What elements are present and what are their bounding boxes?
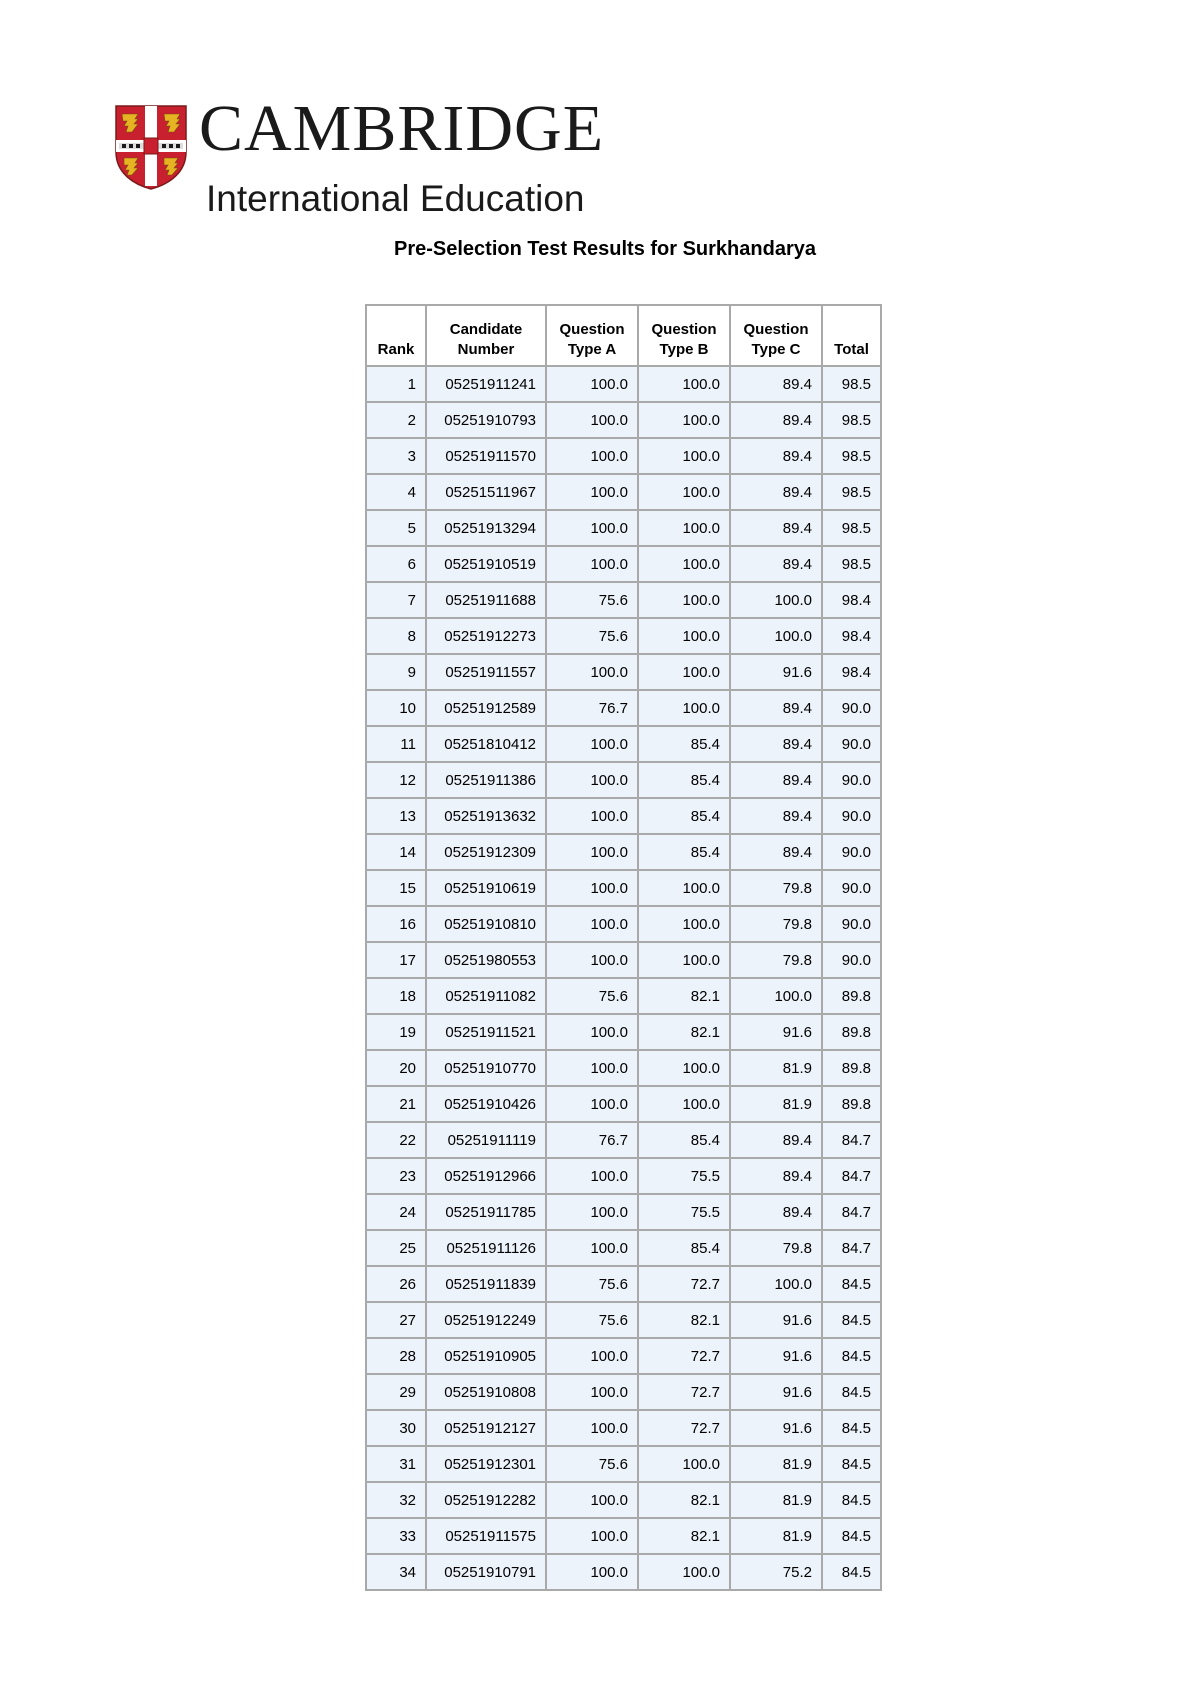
cell-rank: 1 <box>366 366 426 402</box>
cell-question-type-a: 75.6 <box>546 1446 638 1482</box>
cambridge-logo <box>114 92 614 222</box>
cell-candidate-number: 05251911119 <box>426 1122 546 1158</box>
cell-candidate-number: 05251911521 <box>426 1014 546 1050</box>
cell-question-type-c: 89.4 <box>730 474 822 510</box>
cell-candidate-number: 05251912127 <box>426 1410 546 1446</box>
cell-question-type-b: 85.4 <box>638 798 730 834</box>
cell-total: 84.5 <box>822 1266 881 1302</box>
table-row <box>366 654 881 690</box>
cell-question-type-b: 100.0 <box>638 870 730 906</box>
cell-question-type-b: 85.4 <box>638 726 730 762</box>
cell-candidate-number: 05251910770 <box>426 1050 546 1086</box>
cell-rank: 10 <box>366 690 426 726</box>
header-candidate-number: Candidate Number <box>426 305 546 366</box>
cell-total: 98.5 <box>822 546 881 582</box>
cell-question-type-b: 72.7 <box>638 1374 730 1410</box>
cell-candidate-number: 05251913632 <box>426 798 546 834</box>
cell-question-type-a: 100.0 <box>546 1230 638 1266</box>
cell-rank: 29 <box>366 1374 426 1410</box>
cell-question-type-b: 100.0 <box>638 906 730 942</box>
table-row <box>366 1410 881 1446</box>
cell-question-type-a: 76.7 <box>546 690 638 726</box>
cell-total: 98.4 <box>822 618 881 654</box>
cell-question-type-c: 89.4 <box>730 1158 822 1194</box>
table-row <box>366 978 881 1014</box>
cell-question-type-c: 91.6 <box>730 1014 822 1050</box>
cell-question-type-c: 89.4 <box>730 1122 822 1158</box>
cell-question-type-a: 100.0 <box>546 798 638 834</box>
cell-question-type-a: 100.0 <box>546 510 638 546</box>
cell-question-type-a: 75.6 <box>546 582 638 618</box>
cell-question-type-b: 100.0 <box>638 1446 730 1482</box>
cell-question-type-b: 100.0 <box>638 1086 730 1122</box>
cell-question-type-a: 75.6 <box>546 1302 638 1338</box>
cell-question-type-a: 100.0 <box>546 870 638 906</box>
cell-total: 98.5 <box>822 402 881 438</box>
cell-candidate-number: 05251911570 <box>426 438 546 474</box>
cell-question-type-b: 100.0 <box>638 654 730 690</box>
cell-candidate-number: 05251910808 <box>426 1374 546 1410</box>
cell-total: 84.5 <box>822 1302 881 1338</box>
cell-question-type-a: 100.0 <box>546 906 638 942</box>
cell-candidate-number: 05251511967 <box>426 474 546 510</box>
cell-rank: 13 <box>366 798 426 834</box>
cell-rank: 28 <box>366 1338 426 1374</box>
cell-candidate-number: 05251911575 <box>426 1518 546 1554</box>
cell-total: 90.0 <box>822 726 881 762</box>
cell-question-type-c: 81.9 <box>730 1446 822 1482</box>
cell-question-type-a: 100.0 <box>546 1410 638 1446</box>
table-row <box>366 1050 881 1086</box>
cell-total: 84.5 <box>822 1446 881 1482</box>
cell-question-type-c: 89.4 <box>730 834 822 870</box>
cell-question-type-c: 79.8 <box>730 870 822 906</box>
cell-question-type-a: 100.0 <box>546 1014 638 1050</box>
cell-rank: 21 <box>366 1086 426 1122</box>
table-row <box>366 366 881 402</box>
cell-total: 98.4 <box>822 582 881 618</box>
cell-candidate-number: 05251910905 <box>426 1338 546 1374</box>
cell-candidate-number: 05251912966 <box>426 1158 546 1194</box>
cell-candidate-number: 05251912589 <box>426 690 546 726</box>
cell-candidate-number: 05251910810 <box>426 906 546 942</box>
cell-rank: 11 <box>366 726 426 762</box>
table-row <box>366 1446 881 1482</box>
cell-candidate-number: 05251810412 <box>426 726 546 762</box>
cell-candidate-number: 05251910793 <box>426 402 546 438</box>
cell-total: 84.5 <box>822 1554 881 1590</box>
cell-candidate-number: 05251912273 <box>426 618 546 654</box>
cell-candidate-number: 05251911241 <box>426 366 546 402</box>
cell-question-type-c: 100.0 <box>730 978 822 1014</box>
table-row <box>366 474 881 510</box>
cell-question-type-a: 75.6 <box>546 978 638 1014</box>
cell-total: 98.5 <box>822 474 881 510</box>
table-row <box>366 1374 881 1410</box>
cell-question-type-a: 100.0 <box>546 1374 638 1410</box>
cell-candidate-number: 05251913294 <box>426 510 546 546</box>
cell-question-type-a: 75.6 <box>546 618 638 654</box>
table-row <box>366 1122 881 1158</box>
cell-question-type-b: 75.5 <box>638 1158 730 1194</box>
cell-total: 90.0 <box>822 798 881 834</box>
cell-total: 98.4 <box>822 654 881 690</box>
cell-candidate-number: 05251912282 <box>426 1482 546 1518</box>
table-row <box>366 798 881 834</box>
cell-rank: 25 <box>366 1230 426 1266</box>
cell-total: 84.5 <box>822 1338 881 1374</box>
cell-rank: 23 <box>366 1158 426 1194</box>
table-header-row <box>366 305 881 366</box>
cell-question-type-c: 79.8 <box>730 906 822 942</box>
results-table-body <box>366 366 881 1590</box>
cell-candidate-number: 05251911785 <box>426 1194 546 1230</box>
cell-rank: 6 <box>366 546 426 582</box>
cell-total: 98.5 <box>822 438 881 474</box>
cell-rank: 4 <box>366 474 426 510</box>
cell-question-type-b: 82.1 <box>638 978 730 1014</box>
cell-rank: 15 <box>366 870 426 906</box>
cell-question-type-c: 81.9 <box>730 1482 822 1518</box>
table-row <box>366 762 881 798</box>
table-row <box>366 402 881 438</box>
table-row <box>366 1302 881 1338</box>
cell-total: 90.0 <box>822 906 881 942</box>
cell-question-type-c: 89.4 <box>730 1194 822 1230</box>
cell-question-type-b: 72.7 <box>638 1410 730 1446</box>
cell-candidate-number: 05251910519 <box>426 546 546 582</box>
cell-rank: 19 <box>366 1014 426 1050</box>
cell-candidate-number: 05251910619 <box>426 870 546 906</box>
cell-question-type-c: 81.9 <box>730 1050 822 1086</box>
table-row <box>366 546 881 582</box>
table-row <box>366 690 881 726</box>
cell-question-type-c: 91.6 <box>730 1410 822 1446</box>
cell-question-type-b: 85.4 <box>638 834 730 870</box>
cell-question-type-b: 72.7 <box>638 1266 730 1302</box>
table-row <box>366 1086 881 1122</box>
cell-rank: 32 <box>366 1482 426 1518</box>
cell-question-type-a: 100.0 <box>546 1482 638 1518</box>
table-row <box>366 582 881 618</box>
cell-rank: 22 <box>366 1122 426 1158</box>
cell-question-type-b: 100.0 <box>638 1050 730 1086</box>
cell-question-type-b: 85.4 <box>638 762 730 798</box>
cell-question-type-b: 82.1 <box>638 1482 730 1518</box>
table-row <box>366 1338 881 1374</box>
cell-question-type-c: 89.4 <box>730 762 822 798</box>
logo-subtitle: International Education <box>206 178 585 219</box>
cell-question-type-c: 81.9 <box>730 1086 822 1122</box>
cell-question-type-b: 85.4 <box>638 1230 730 1266</box>
cell-question-type-a: 100.0 <box>546 1050 638 1086</box>
cell-candidate-number: 05251911082 <box>426 978 546 1014</box>
cell-question-type-c: 89.4 <box>730 402 822 438</box>
cell-question-type-c: 79.8 <box>730 942 822 978</box>
cell-question-type-b: 82.1 <box>638 1518 730 1554</box>
cell-total: 84.7 <box>822 1158 881 1194</box>
header-total: Total <box>822 305 881 366</box>
cell-question-type-b: 100.0 <box>638 690 730 726</box>
cell-question-type-b: 100.0 <box>638 474 730 510</box>
cell-question-type-b: 82.1 <box>638 1302 730 1338</box>
cell-question-type-a: 100.0 <box>546 402 638 438</box>
cell-question-type-c: 89.4 <box>730 690 822 726</box>
cell-candidate-number: 05251980553 <box>426 942 546 978</box>
cell-total: 90.0 <box>822 870 881 906</box>
cell-question-type-a: 100.0 <box>546 1518 638 1554</box>
cell-question-type-c: 79.8 <box>730 1230 822 1266</box>
cell-rank: 12 <box>366 762 426 798</box>
cell-question-type-b: 85.4 <box>638 1122 730 1158</box>
cell-question-type-b: 100.0 <box>638 582 730 618</box>
cell-question-type-b: 100.0 <box>638 618 730 654</box>
cell-total: 84.5 <box>822 1518 881 1554</box>
cell-candidate-number: 05251912309 <box>426 834 546 870</box>
cell-question-type-c: 89.4 <box>730 510 822 546</box>
cell-question-type-a: 100.0 <box>546 1338 638 1374</box>
cell-rank: 5 <box>366 510 426 546</box>
cell-question-type-c: 100.0 <box>730 618 822 654</box>
report-title: Pre-Selection Test Results for Surkhandarya <box>394 238 816 260</box>
table-row <box>366 1482 881 1518</box>
cell-question-type-b: 75.5 <box>638 1194 730 1230</box>
cell-question-type-c: 89.4 <box>730 798 822 834</box>
table-row <box>366 726 881 762</box>
cell-question-type-c: 100.0 <box>730 1266 822 1302</box>
cell-question-type-a: 100.0 <box>546 942 638 978</box>
cell-question-type-c: 100.0 <box>730 582 822 618</box>
cell-question-type-a: 100.0 <box>546 1194 638 1230</box>
table-row <box>366 438 881 474</box>
cell-question-type-b: 100.0 <box>638 942 730 978</box>
cell-candidate-number: 05251912301 <box>426 1446 546 1482</box>
cell-question-type-b: 100.0 <box>638 438 730 474</box>
table-row <box>366 1230 881 1266</box>
cell-candidate-number: 05251910426 <box>426 1086 546 1122</box>
cell-candidate-number: 05251911126 <box>426 1230 546 1266</box>
cell-total: 84.5 <box>822 1482 881 1518</box>
cell-question-type-a: 100.0 <box>546 1554 638 1590</box>
cell-total: 84.5 <box>822 1374 881 1410</box>
cell-candidate-number: 05251911557 <box>426 654 546 690</box>
table-row <box>366 618 881 654</box>
cell-question-type-a: 100.0 <box>546 366 638 402</box>
cell-question-type-c: 89.4 <box>730 366 822 402</box>
cell-total: 89.8 <box>822 1014 881 1050</box>
cell-total: 90.0 <box>822 942 881 978</box>
cell-rank: 7 <box>366 582 426 618</box>
cell-question-type-a: 100.0 <box>546 1086 638 1122</box>
cell-question-type-a: 100.0 <box>546 474 638 510</box>
table-row <box>366 1158 881 1194</box>
cell-question-type-b: 72.7 <box>638 1338 730 1374</box>
table-row <box>366 870 881 906</box>
cell-rank: 2 <box>366 402 426 438</box>
header-rank: Rank <box>366 305 426 366</box>
cell-question-type-a: 100.0 <box>546 1158 638 1194</box>
cell-total: 84.7 <box>822 1122 881 1158</box>
cell-question-type-a: 100.0 <box>546 726 638 762</box>
cell-question-type-b: 100.0 <box>638 1554 730 1590</box>
cell-candidate-number: 05251912249 <box>426 1302 546 1338</box>
table-row <box>366 510 881 546</box>
cell-question-type-c: 89.4 <box>730 726 822 762</box>
cell-candidate-number: 05251911839 <box>426 1266 546 1302</box>
cell-total: 98.5 <box>822 510 881 546</box>
cell-question-type-a: 100.0 <box>546 654 638 690</box>
cell-total: 89.8 <box>822 1050 881 1086</box>
cell-question-type-c: 89.4 <box>730 438 822 474</box>
cell-question-type-c: 81.9 <box>730 1518 822 1554</box>
cell-rank: 24 <box>366 1194 426 1230</box>
results-table <box>365 304 882 1591</box>
cell-question-type-c: 75.2 <box>730 1554 822 1590</box>
table-row <box>366 942 881 978</box>
cell-question-type-b: 82.1 <box>638 1014 730 1050</box>
cell-candidate-number: 05251911688 <box>426 582 546 618</box>
cell-rank: 9 <box>366 654 426 690</box>
cell-rank: 8 <box>366 618 426 654</box>
cell-total: 90.0 <box>822 834 881 870</box>
cell-total: 98.5 <box>822 366 881 402</box>
cell-question-type-a: 100.0 <box>546 546 638 582</box>
cell-rank: 27 <box>366 1302 426 1338</box>
cell-question-type-b: 100.0 <box>638 366 730 402</box>
cell-total: 90.0 <box>822 690 881 726</box>
cell-question-type-c: 91.6 <box>730 1302 822 1338</box>
header-question-type-b: Question Type B <box>638 305 730 366</box>
cell-candidate-number: 05251910791 <box>426 1554 546 1590</box>
header-question-type-c: Question Type C <box>730 305 822 366</box>
cell-total: 90.0 <box>822 762 881 798</box>
cell-rank: 20 <box>366 1050 426 1086</box>
table-row <box>366 1014 881 1050</box>
cell-question-type-c: 91.6 <box>730 1374 822 1410</box>
cell-rank: 31 <box>366 1446 426 1482</box>
cell-rank: 34 <box>366 1554 426 1590</box>
cell-question-type-b: 100.0 <box>638 402 730 438</box>
table-row <box>366 1518 881 1554</box>
cell-question-type-a: 75.6 <box>546 1266 638 1302</box>
cell-rank: 26 <box>366 1266 426 1302</box>
cell-question-type-c: 91.6 <box>730 1338 822 1374</box>
cell-question-type-a: 100.0 <box>546 762 638 798</box>
cell-question-type-b: 100.0 <box>638 510 730 546</box>
table-row <box>366 1554 881 1590</box>
table-row <box>366 906 881 942</box>
cell-question-type-a: 76.7 <box>546 1122 638 1158</box>
cell-total: 84.5 <box>822 1410 881 1446</box>
cell-rank: 16 <box>366 906 426 942</box>
cell-rank: 14 <box>366 834 426 870</box>
table-row <box>366 834 881 870</box>
cell-total: 89.8 <box>822 978 881 1014</box>
logo-wordmark: CAMBRIDGE <box>199 92 605 165</box>
table-row <box>366 1194 881 1230</box>
cell-question-type-c: 91.6 <box>730 654 822 690</box>
header-question-type-a: Question Type A <box>546 305 638 366</box>
table-row <box>366 1266 881 1302</box>
university-crest-icon <box>114 104 188 190</box>
cell-question-type-a: 100.0 <box>546 834 638 870</box>
cell-rank: 30 <box>366 1410 426 1446</box>
cell-rank: 3 <box>366 438 426 474</box>
cell-total: 89.8 <box>822 1086 881 1122</box>
cell-candidate-number: 05251911386 <box>426 762 546 798</box>
cell-question-type-a: 100.0 <box>546 438 638 474</box>
cell-rank: 18 <box>366 978 426 1014</box>
cell-question-type-b: 100.0 <box>638 546 730 582</box>
cell-total: 84.7 <box>822 1230 881 1266</box>
cell-rank: 33 <box>366 1518 426 1554</box>
cell-question-type-c: 89.4 <box>730 546 822 582</box>
cell-rank: 17 <box>366 942 426 978</box>
cell-total: 84.7 <box>822 1194 881 1230</box>
